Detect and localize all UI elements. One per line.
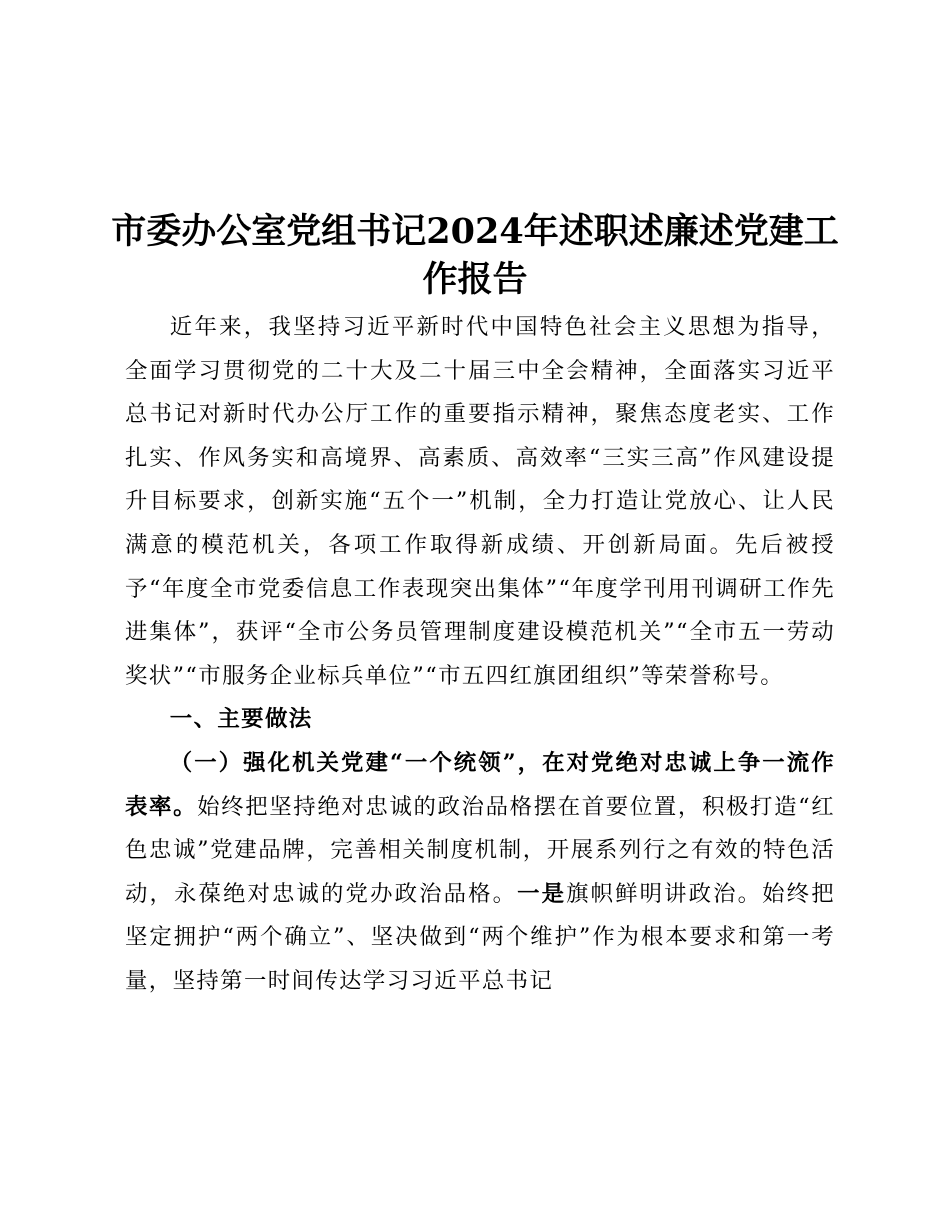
- point-label: 一是: [517, 880, 567, 907]
- subsection-heading: （一）强化机关党建“一个统领”，在对党绝对忠诚上争一流作表率。: [125, 749, 835, 820]
- document-title: 市委办公室党组书记2024年述职述廉述党建工作报告: [111, 211, 839, 300]
- point-text: 旗帜鲜明讲政治。始终把坚定拥护“两个确立”、坚决做到“两个维护”作为根本要求和第一考量，坚持第一时间传达学习习近平总书记: [125, 880, 835, 994]
- subsection-text: 始终把坚持绝对忠诚的政治品格摆在首要位置，积极打造“红色忠诚”党建品牌，完善相关制度机制，开展系列行之有效的特色活动，永葆绝对忠诚的党办政治品格。: [125, 793, 835, 907]
- document-body: [125, 306, 835, 1004]
- section-heading: 一、主要做法: [169, 706, 313, 733]
- intro-paragraph: 近年来，我坚持习近平新时代中国特色社会主义思想为指导，全面学习贯彻党的二十大及二十届三中全会精神，全面落实习近平总书记对新时代办公厅工作的重要指示精神，聚焦态度老实、工作扎实、作风务实和高境界、高素质、高效率“三实三高”作风建设提升目标要求，创新实施“五个一”机制，全力打造让党放心、让人民满意的模范机关，各项工作取得新成绩、开创新局面。先后被授予“年度全市党委信息工作表现突出集体”“年度学刊用刊调研工作先进集体”，获评“全市公务员管理制度建设模范机关”“全市五一劳动奖状”“市服务企业标兵单位”“市五四红旗团组织”等荣誉称号。: [125, 314, 835, 689]
- subsection-paragraph: [125, 742, 835, 1004]
